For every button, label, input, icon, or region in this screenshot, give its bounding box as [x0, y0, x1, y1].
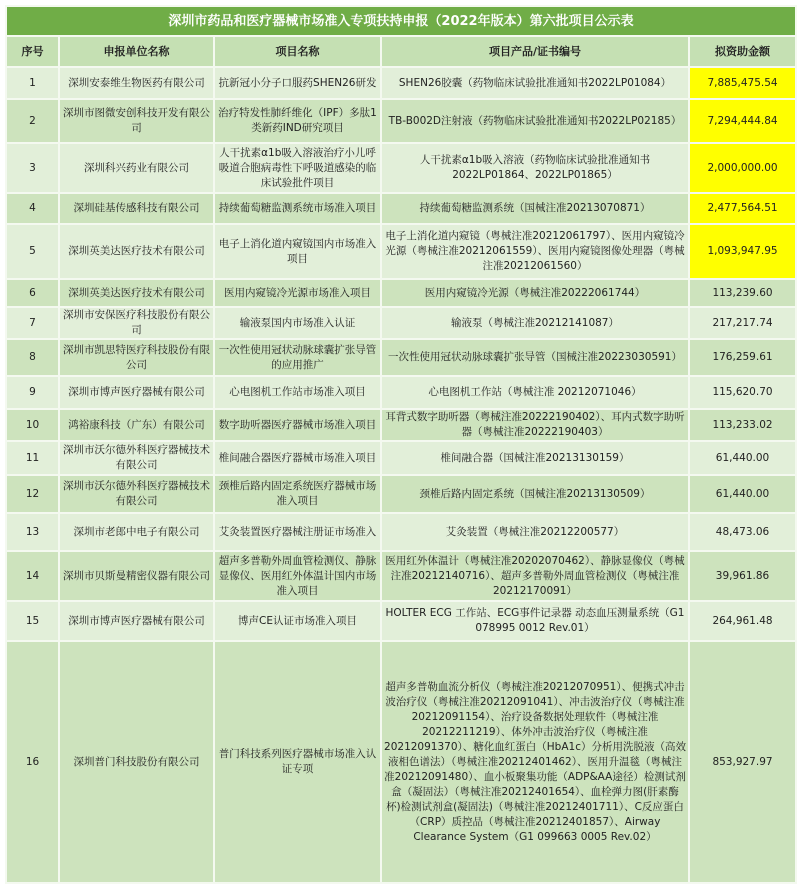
cell-company: 深圳英美达医疗技术有限公司 [59, 279, 214, 307]
cell-amount: 113,233.02 [689, 409, 796, 441]
cell-no: 11 [6, 441, 59, 475]
cell-no: 8 [6, 339, 59, 376]
cell-amount: 1,093,947.95 [689, 224, 796, 279]
table-row [6, 67, 796, 99]
column-header-no: 序号 [6, 36, 59, 67]
cell-amount: 176,259.61 [689, 339, 796, 376]
cell-product: HOLTER ECG 工作站、ECG事件记录器 动态血压测量系统（G1 078995 0012 Rev.01） [381, 601, 689, 641]
table-row [6, 193, 796, 224]
cell-company: 深圳市安保医疗科技股份有限公司 [59, 307, 214, 339]
cell-amount: 113,239.60 [689, 279, 796, 307]
cell-no: 2 [6, 99, 59, 143]
cell-company: 深圳市老郎中电子有限公司 [59, 513, 214, 551]
table-row [6, 307, 796, 339]
table-row [6, 475, 796, 513]
cell-product: 医用内窥镜冷光源（粤械注准20222061744） [381, 279, 689, 307]
table-row [6, 99, 796, 143]
cell-company: 深圳安泰维生物医药有限公司 [59, 67, 214, 99]
cell-project: 医用内窥镜冷光源市场准入项目 [214, 279, 381, 307]
cell-company: 深圳普门科技股份有限公司 [59, 641, 214, 883]
table-title-row [6, 6, 796, 36]
cell-product: 持续葡萄糖监测系统（国械注准20213070871） [381, 193, 689, 224]
cell-amount: 217,217.74 [689, 307, 796, 339]
cell-no: 10 [6, 409, 59, 441]
table-row [6, 376, 796, 409]
cell-company: 深圳市凯思特医疗科技股份有限公司 [59, 339, 214, 376]
cell-amount: 853,927.97 [689, 641, 796, 883]
cell-company: 深圳市图微安创科技开发有限公司 [59, 99, 214, 143]
cell-no: 9 [6, 376, 59, 409]
cell-product: 电子上消化道内窥镜（粤械注准20212061797）、医用内窥镜冷光源（粤械注准20212061559）、医用内窥镜图像处理器（粤械注准20212061560） [381, 224, 689, 279]
cell-company: 深圳市博声医疗器械有限公司 [59, 601, 214, 641]
cell-amount: 7,294,444.84 [689, 99, 796, 143]
table-row [6, 601, 796, 641]
cell-no: 16 [6, 641, 59, 883]
table-row [6, 224, 796, 279]
cell-amount: 48,473.06 [689, 513, 796, 551]
cell-company: 深圳市博声医疗器械有限公司 [59, 376, 214, 409]
cell-product: 心电图机工作站（粤械注准 20212071046） [381, 376, 689, 409]
cell-amount: 2,000,000.00 [689, 143, 796, 193]
cell-project: 一次性使用冠状动脉球囊扩张导管的应用推广 [214, 339, 381, 376]
cell-company: 深圳市沃尔德外科医疗器械技术有限公司 [59, 441, 214, 475]
cell-project: 数字助听器医疗器械市场准入项目 [214, 409, 381, 441]
cell-project: 超声多普勒外周血管检测仪、静脉显像仪、医用红外体温计国内市场准入项目 [214, 551, 381, 601]
cell-product: SHEN26胶囊（药物临床试验批准通知书2022LP01084） [381, 67, 689, 99]
cell-no: 1 [6, 67, 59, 99]
cell-product: 超声多普勒血流分析仪（粤械注准20212070951）、便携式冲击波治疗仪（粤械注准20212091041）、冲击波治疗仪（粤械注准20212091154）、治疗设备数据处理软件（粤械注准20212211219）、体外冲击波治疗仪（粤械注准20212091370）、糖化血红蛋白（HbA1c）分析用洗脱液（高效液相色谱法）（粤械注准20212401462）、医用升温毯（粤械注准20212091480）、血小板聚集功能（ADP&AA途径）检测试剂盒（凝固法）（粤械注准20212401654）、血栓弹力图(肝素酶杯)检测试剂盒(凝固法)（粤械注准20212401711）、C反应蛋白（CRP）质控品（粤械注准20212401857）、Airway Clearance System（G1 099663 0005 Rev.02） [381, 641, 689, 883]
cell-product: 人干扰素α1b吸入溶液（药物临床试验批准通知书2022LP01864、2022LP01865） [381, 143, 689, 193]
cell-project: 颈椎后路内固定系统医疗器械市场准入项目 [214, 475, 381, 513]
cell-amount: 264,961.48 [689, 601, 796, 641]
cell-product: 艾灸装置（粤械注准20212200577） [381, 513, 689, 551]
cell-no: 4 [6, 193, 59, 224]
column-header-company: 申报单位名称 [59, 36, 214, 67]
cell-product: 一次性使用冠状动脉球囊扩张导管（国械注准20223030591） [381, 339, 689, 376]
cell-company: 鸿裕康科技（广东）有限公司 [59, 409, 214, 441]
cell-product: 颈椎后路内固定系统（国械注准20213130509） [381, 475, 689, 513]
table-row [6, 641, 796, 883]
column-header-product: 项目产品/证书编号 [381, 36, 689, 67]
cell-project: 抗新冠小分子口服药SHEN26研发 [214, 67, 381, 99]
column-header-project: 项目名称 [214, 36, 381, 67]
cell-no: 13 [6, 513, 59, 551]
cell-no: 7 [6, 307, 59, 339]
cell-amount: 115,620.70 [689, 376, 796, 409]
cell-project: 心电图机工作站市场准入项目 [214, 376, 381, 409]
cell-amount: 2,477,564.51 [689, 193, 796, 224]
cell-amount: 7,885,475.54 [689, 67, 796, 99]
cell-no: 6 [6, 279, 59, 307]
table-row [6, 551, 796, 601]
project-table [5, 5, 797, 884]
cell-amount: 61,440.00 [689, 441, 796, 475]
table-row [6, 143, 796, 193]
cell-project: 治疗特发性肺纤维化（IPF）多肽1类新药IND研究项目 [214, 99, 381, 143]
table-row [6, 513, 796, 551]
cell-amount: 61,440.00 [689, 475, 796, 513]
cell-project: 人干扰素α1b吸入溶液治疗小儿呼吸道合胞病毒性下呼吸道感染的临床试验批件项目 [214, 143, 381, 193]
cell-company: 深圳市沃尔德外科医疗器械技术有限公司 [59, 475, 214, 513]
cell-project: 椎间融合器医疗器械市场准入项目 [214, 441, 381, 475]
header-row [6, 36, 796, 67]
cell-product: 医用红外体温计（粤械注准20202070462）、静脉显像仪（粤械注准20212140716）、超声多普勒外周血管检测仪（粤械注准20212170091） [381, 551, 689, 601]
cell-product: TB-B002D注射液（药物临床试验批准通知书2022LP02185） [381, 99, 689, 143]
cell-project: 输液泵国内市场准入认证 [214, 307, 381, 339]
cell-no: 5 [6, 224, 59, 279]
cell-amount: 39,961.86 [689, 551, 796, 601]
cell-product: 输液泵（粤械注准20212141087） [381, 307, 689, 339]
table-title: 深圳市药品和医疗器械市场准入专项扶持申报（2022年版本）第六批项目公示表 [6, 6, 796, 36]
cell-product: 椎间融合器（国械注准20213130159） [381, 441, 689, 475]
cell-project: 普门科技系列医疗器械市场准入认证专项 [214, 641, 381, 883]
column-header-amount: 拟资助金额 [689, 36, 796, 67]
table-row [6, 409, 796, 441]
cell-company: 深圳科兴药业有限公司 [59, 143, 214, 193]
cell-project: 电子上消化道内窥镜国内市场准入项目 [214, 224, 381, 279]
cell-project: 持续葡萄糖监测系统市场准入项目 [214, 193, 381, 224]
cell-project: 博声CE认证市场准入项目 [214, 601, 381, 641]
cell-no: 15 [6, 601, 59, 641]
cell-no: 3 [6, 143, 59, 193]
table-row [6, 339, 796, 376]
cell-company: 深圳硅基传感科技有限公司 [59, 193, 214, 224]
cell-company: 深圳英美达医疗技术有限公司 [59, 224, 214, 279]
cell-no: 12 [6, 475, 59, 513]
table-row [6, 279, 796, 307]
cell-product: 耳背式数字助听器（粤械注准20222190402）、耳内式数字助听器（粤械注准20222190403） [381, 409, 689, 441]
table-row [6, 441, 796, 475]
cell-project: 艾灸装置医疗器械注册证市场准入 [214, 513, 381, 551]
cell-company: 深圳市贝斯曼精密仪器有限公司 [59, 551, 214, 601]
cell-no: 14 [6, 551, 59, 601]
